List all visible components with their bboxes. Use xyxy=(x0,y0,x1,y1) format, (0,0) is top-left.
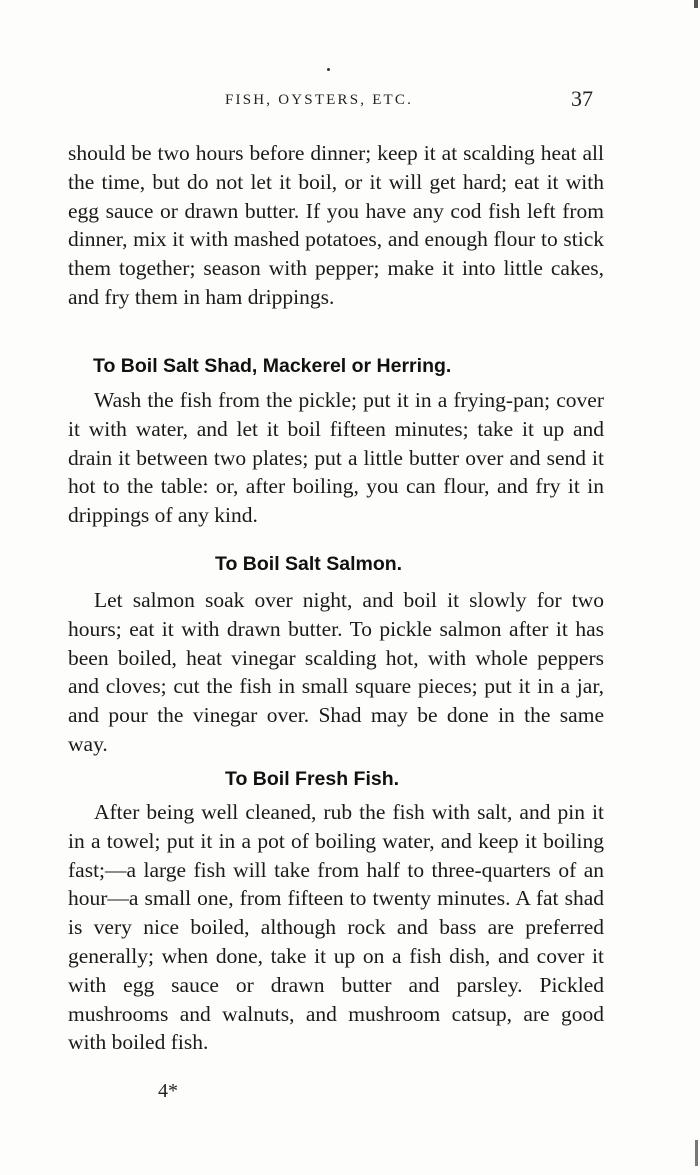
heading-fresh-fish: To Boil Fresh Fish. xyxy=(225,768,400,790)
printer-mark xyxy=(327,68,330,71)
paragraph-salt-salmon: Let salmon soak over night, and boil it slowly for two hours; eat it with drawn butter. To pickle salmon after it has been boiled, heat vinegar scalding hot, with whole peppers and cloves; cut the fish in small square pieces; put it in a jar, and pour the vinegar over. Shad may be done in the same way. xyxy=(68,588,604,756)
intro-paragraph: should be two hours before dinner; keep it at scalding heat all the time, but do not let it boil, or it will get hard; eat it with egg sauce or drawn butter. If you have any cod fish left from dinner, mix it with mashed potatoes, and enough flour to stick them together; season with pepper; make it into little cakes, and fry them in ham drippings. xyxy=(68,141,604,309)
paragraph-fresh-fish: After being well cleaned, rub the fish with salt, and pin it in a towel; put it in a pot of boiling water, and keep it boiling fast;—a large fish will take from half to three-quarters of an hour—a small one, from fifteen to twenty minutes. A fat shad is very nice boiled, although rock and bass are preferred generally; when done, take it up on a fish dish, and cover it with egg sauce or drawn butter and parsley. Pickled mushrooms and walnuts, and mushroom catsup, are good with boiled fish. xyxy=(68,800,604,1055)
paragraph-salt-shad: Wash the fish from the pickle; put it in a frying-pan; cover it with water, and let it boil fifteen minutes; take it up and drain it between two plates; put a little butter over and send it hot to the table: or, after boiling, you can flour, and fry it in drippings of any kind. xyxy=(68,388,604,528)
running-head: FISH, OYSTERS, ETC. xyxy=(225,92,414,108)
page-number: 37 xyxy=(571,86,593,111)
signature-mark: 4* xyxy=(158,1080,178,1102)
scan-edge-mark-bottom xyxy=(695,1140,698,1166)
heading-salt-shad: To Boil Salt Shad, Mackerel or Herring. xyxy=(93,355,452,377)
scan-edge-mark-top xyxy=(694,0,698,8)
heading-salt-salmon: To Boil Salt Salmon. xyxy=(215,553,403,575)
